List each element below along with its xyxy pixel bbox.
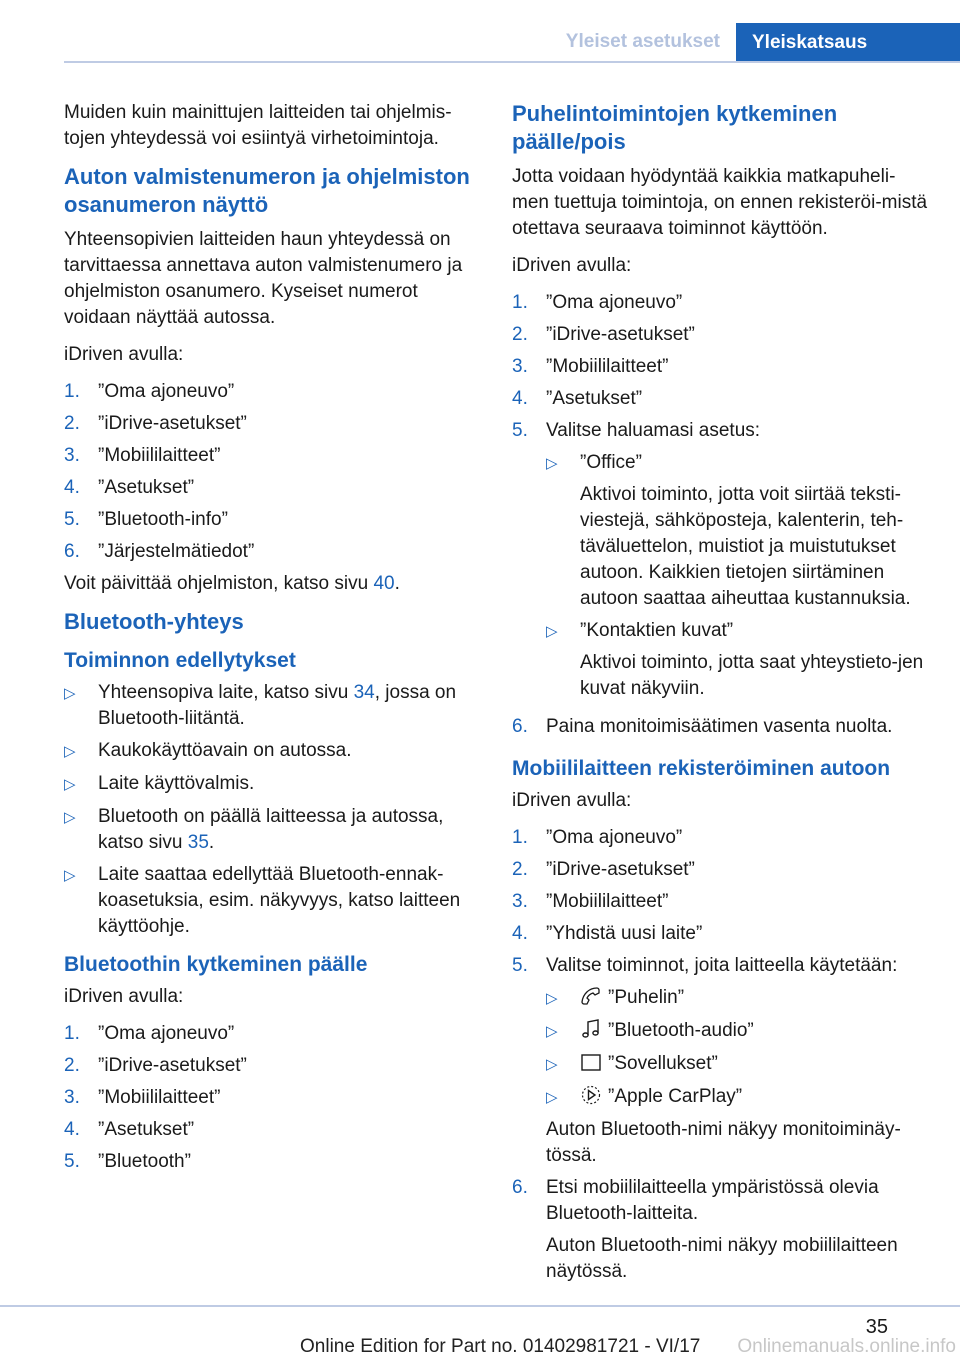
bluetooth-heading: Bluetooth-yhteys [64, 609, 244, 634]
triangle-bullet-icon: ▷ [546, 623, 558, 640]
requirements-heading: Toiminnon edellytykset [64, 649, 296, 672]
list-item [64, 1117, 480, 1143]
options-list [546, 450, 928, 702]
page-link-35[interactable]: 35 [187, 832, 209, 853]
option-description: Aktivoi toiminto, jotta voit siirtää teksti‐viestejä, sähköposteja, kalenterin, teh‐täväluettelon, muistiot ja muistutukset autoon. Kaikkien tietojen siirtäminen autoon saattaa aiheuttaa kustannuksia. [580, 484, 911, 609]
idrive-label: iDriven avulla: [64, 344, 184, 365]
step-text: ”Mobiililaitteet” [546, 891, 669, 912]
req-text: , jossa on Bluetooth-liitäntä. [98, 682, 457, 729]
step-text: ”iDrive-asetukset” [98, 1055, 247, 1076]
list-item [64, 1085, 480, 1111]
list-item [546, 618, 928, 702]
list-item [64, 680, 480, 732]
step-number: 4. [512, 923, 528, 944]
list-item [64, 507, 480, 533]
triangle-bullet-icon: ▷ [546, 1023, 558, 1040]
function-apps [580, 1051, 928, 1078]
step-text: ”Järjestelmätiedot” [98, 541, 255, 562]
apps-window-icon [580, 1051, 602, 1073]
function-phone [580, 985, 928, 1012]
steps-list-register [512, 825, 928, 1285]
bluetooth-on-heading: Bluetoothin kytkeminen päälle [64, 953, 368, 976]
option-description: Aktivoi toiminto, jotta saat yhteystieto‐jen kuvat näkyviin. [580, 652, 924, 699]
triangle-bullet-icon: ▷ [64, 776, 76, 793]
step-text: ”Mobiililaitteet” [546, 356, 669, 377]
step-number: 4. [64, 1119, 80, 1140]
function-audio [580, 1018, 928, 1045]
bullet-text: Laite käyttövalmis. [98, 773, 255, 794]
step-number: 1. [64, 381, 80, 402]
phone-functions-heading: Puhelintoimintojen kytkeminen päälle/pois [512, 101, 838, 154]
list-item [64, 539, 480, 565]
step-text: Etsi mobiililaitteella ympäristössä olevia Bluetooth-laitteita. [546, 1177, 879, 1224]
step-number: 5. [512, 955, 528, 976]
step-body [546, 953, 928, 1169]
triangle-bullet-icon: ▷ [64, 743, 76, 760]
step-number: 1. [64, 1023, 80, 1044]
step-number: 2. [512, 324, 528, 345]
step-number: 6. [512, 1177, 528, 1198]
list-item [546, 1051, 928, 1078]
function-note: Auton Bluetooth-nimi näkyy monitoiminäy‐tössä. [546, 1119, 901, 1166]
vin-heading: Auton valmistenumeron ja ohjelmiston osanumeron näyttö [64, 164, 470, 217]
list-item [512, 322, 928, 348]
step-number: 5. [64, 509, 80, 530]
function-label: ”Sovellukset” [608, 1053, 718, 1074]
carplay-play-icon [580, 1084, 602, 1106]
step-text: ”Bluetooth-info” [98, 509, 228, 530]
option-title: ”Office” [580, 452, 642, 473]
list-item [64, 1021, 480, 1047]
step-number: 3. [64, 1087, 80, 1108]
step-number: 2. [512, 859, 528, 880]
update-text-lead: Voit päivittää ohjelmiston, katso sivu [64, 573, 374, 594]
bullet-text [98, 804, 480, 856]
watermark-text: Onlinemanuals.online.info [737, 1336, 956, 1357]
phone-icon [580, 985, 602, 1007]
list-item [64, 738, 480, 765]
phone-functions-text: Jotta voidaan hyödyntää kaikkia matkapuheli‐men tuettuja toimintoja, on ennen rekisteröi‐mistä otettava seuraava toiminnot käyttöön. [512, 166, 928, 239]
step-text: ”iDrive-asetukset” [546, 324, 695, 345]
list-item [512, 418, 928, 708]
step-number: 1. [512, 292, 528, 313]
list-item [546, 450, 928, 612]
step-text: Valitse haluamasi asetus: [546, 420, 761, 441]
update-text [64, 571, 480, 597]
bullet-text: Kaukokäyttöavain on autossa. [98, 740, 352, 761]
list-item [64, 443, 480, 469]
step-text: Valitse toiminnot, joita laitteella käytetään: [546, 955, 898, 976]
right-column [512, 100, 928, 1291]
step-body [546, 1175, 928, 1285]
step-number: 6. [64, 541, 80, 562]
list-item [512, 290, 928, 316]
page-link-34[interactable]: 34 [353, 682, 375, 703]
step-number: 4. [64, 477, 80, 498]
bullet-text: Laite saattaa edellyttää Bluetooth-ennak‐koasetuksia, esim. näkyvyys, katso laitteen käyttöohje. [98, 864, 461, 937]
step-text: ”iDrive-asetukset” [98, 413, 247, 434]
steps-list-phone [512, 290, 928, 740]
step-number: 1. [512, 827, 528, 848]
list-item [64, 475, 480, 501]
step-text: ”Oma ajoneuvo” [98, 1023, 235, 1044]
step-text: ”Asetukset” [98, 477, 195, 498]
step-number: 2. [64, 1055, 80, 1076]
list-item [546, 985, 928, 1012]
vin-text: Yhteensopivien laitteiden haun yhteydessä on tarvittaessa annettava auton valmistenumero ja ohjelmiston osanumero. Kyseiset numerot voidaan näyttää autossa. [64, 229, 463, 328]
function-label: ”Apple CarPlay” [608, 1086, 743, 1107]
list-item [546, 1084, 928, 1111]
step-text: Paina monitoimisäätimen vasenta nuolta. [546, 716, 893, 737]
step-text: ”Mobiililaitteet” [98, 445, 221, 466]
list-item [512, 386, 928, 412]
step-text: ”Oma ajoneuvo” [546, 292, 683, 313]
step-text: ”Mobiililaitteet” [98, 1087, 221, 1108]
function-label: ”Puhelin” [608, 987, 685, 1008]
edition-text: Online Edition for Part no. 01402981721 - VI/17 [300, 1336, 701, 1357]
step-text: ”Yhdistä uusi laite” [546, 923, 703, 944]
list-item [64, 379, 480, 405]
header-rule [64, 61, 960, 63]
step-text: ”Oma ajoneuvo” [98, 381, 235, 402]
music-note-icon [580, 1018, 602, 1040]
step-text: ”iDrive-asetukset” [546, 859, 695, 880]
option-contact-images [580, 618, 928, 702]
step-text: ”Oma ajoneuvo” [546, 827, 683, 848]
list-item [546, 1018, 928, 1045]
list-item [512, 825, 928, 851]
intro-text: Muiden kuin mainittujen laitteiden tai ohjelmis‐tojen yhteydessä voi esiintyä virhetoimintoja. [64, 102, 452, 149]
triangle-bullet-icon: ▷ [546, 990, 558, 1007]
list-item [512, 889, 928, 915]
step-note: Auton Bluetooth-nimi näkyy mobiililaitteen näytössä. [546, 1235, 898, 1282]
triangle-bullet-icon: ▷ [546, 1089, 558, 1106]
step-number: 5. [512, 420, 528, 441]
list-item [64, 804, 480, 856]
step-text: ”Bluetooth” [98, 1151, 191, 1172]
req-text: Bluetooth on päällä laitteessa ja autossa, katso sivu [98, 806, 444, 853]
list-item [512, 1175, 928, 1285]
list-item [512, 857, 928, 883]
steps-list-vin [64, 379, 480, 565]
triangle-bullet-icon: ▷ [546, 1056, 558, 1073]
step-number: 6. [512, 716, 528, 737]
step-number: 3. [512, 891, 528, 912]
option-title: ”Kontaktien kuvat” [580, 620, 734, 641]
step-number: 5. [64, 1151, 80, 1172]
triangle-bullet-icon: ▷ [546, 455, 558, 472]
req-text: Yhteensopiva laite, katso sivu [98, 682, 354, 703]
step-number: 3. [512, 356, 528, 377]
step-number: 3. [64, 445, 80, 466]
step-body [546, 418, 928, 708]
list-item [64, 771, 480, 798]
list-item [64, 862, 480, 940]
requirements-list [64, 680, 480, 940]
step-text: ”Asetukset” [98, 1119, 195, 1140]
header-chapter-tab: Yleiskatsaus [736, 23, 960, 63]
idrive-label: iDriven avulla: [64, 986, 184, 1007]
step-number: 2. [64, 413, 80, 434]
page-link-40[interactable]: 40 [373, 573, 395, 594]
triangle-bullet-icon: ▷ [64, 867, 76, 884]
footer-rule [0, 1305, 960, 1307]
register-heading: Mobiililaitteen rekisteröiminen autoon [512, 757, 891, 780]
option-office [580, 450, 928, 612]
list-item [512, 953, 928, 1169]
bullet-text [98, 680, 480, 732]
list-item [64, 1149, 480, 1175]
list-item [64, 411, 480, 437]
left-column [64, 100, 480, 1181]
list-item [512, 714, 928, 740]
functions-list [546, 985, 928, 1111]
page-number: 35 [865, 1316, 888, 1338]
req-text: . [208, 832, 215, 853]
step-number: 4. [512, 388, 528, 409]
triangle-bullet-icon: ▷ [64, 809, 76, 826]
step-text: ”Asetukset” [546, 388, 643, 409]
idrive-label: iDriven avulla: [512, 255, 632, 276]
triangle-bullet-icon: ▷ [64, 685, 76, 702]
idrive-label: iDriven avulla: [512, 790, 632, 811]
list-item [512, 354, 928, 380]
header-section-tab: Yleiset asetukset [565, 31, 720, 52]
function-label: ”Bluetooth-audio” [608, 1020, 754, 1041]
update-text-end: . [394, 573, 400, 594]
function-carplay [580, 1084, 928, 1111]
list-item [64, 1053, 480, 1079]
list-item [512, 921, 928, 947]
steps-list-bluetooth-on [64, 1021, 480, 1175]
